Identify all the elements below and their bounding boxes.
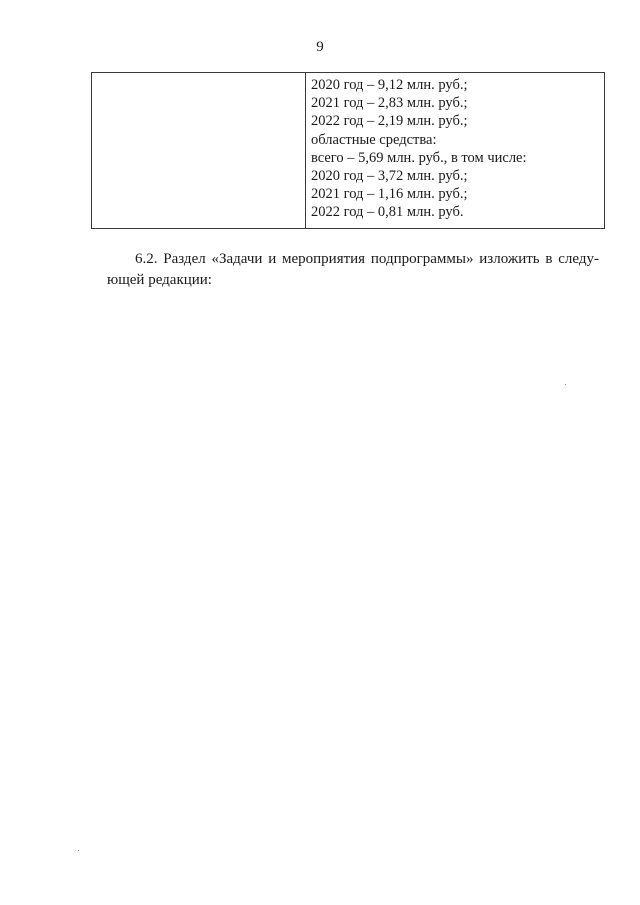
page-number: 9	[316, 39, 324, 55]
funding-line-2021-total: 2021 год – 2,83 млн. руб.;	[311, 95, 468, 112]
funding-line-2021-regional: 2021 год – 1,16 млн. руб.;	[311, 186, 468, 203]
amendment-paragraph	[107, 249, 599, 291]
funding-line-2020-regional: 2020 год – 3,72 млн. руб.;	[311, 168, 468, 185]
paragraph-line-2: ющей редакции:	[107, 272, 212, 288]
funding-line-regional-heading: областные средства:	[311, 131, 437, 148]
table-right-cell	[306, 73, 604, 228]
funding-line-2020-total: 2020 год – 9,12 млн. руб.;	[311, 77, 468, 93]
funding-line-2022-regional: 2022 год – 0,81 млн. руб.	[311, 204, 464, 221]
scan-speck	[565, 384, 566, 385]
paragraph-line-1: 6.2. Раздел «Задачи и мероприятия подпрограммы» изложить в следу-	[135, 251, 599, 267]
funding-table	[91, 72, 605, 229]
funding-line-2022-total: 2022 год – 2,19 млн. руб.;	[311, 113, 468, 130]
funding-line-regional-total: всего – 5,69 млн. руб., в том числе:	[311, 149, 527, 166]
table-left-cell	[92, 73, 306, 228]
scan-speck	[78, 850, 79, 851]
